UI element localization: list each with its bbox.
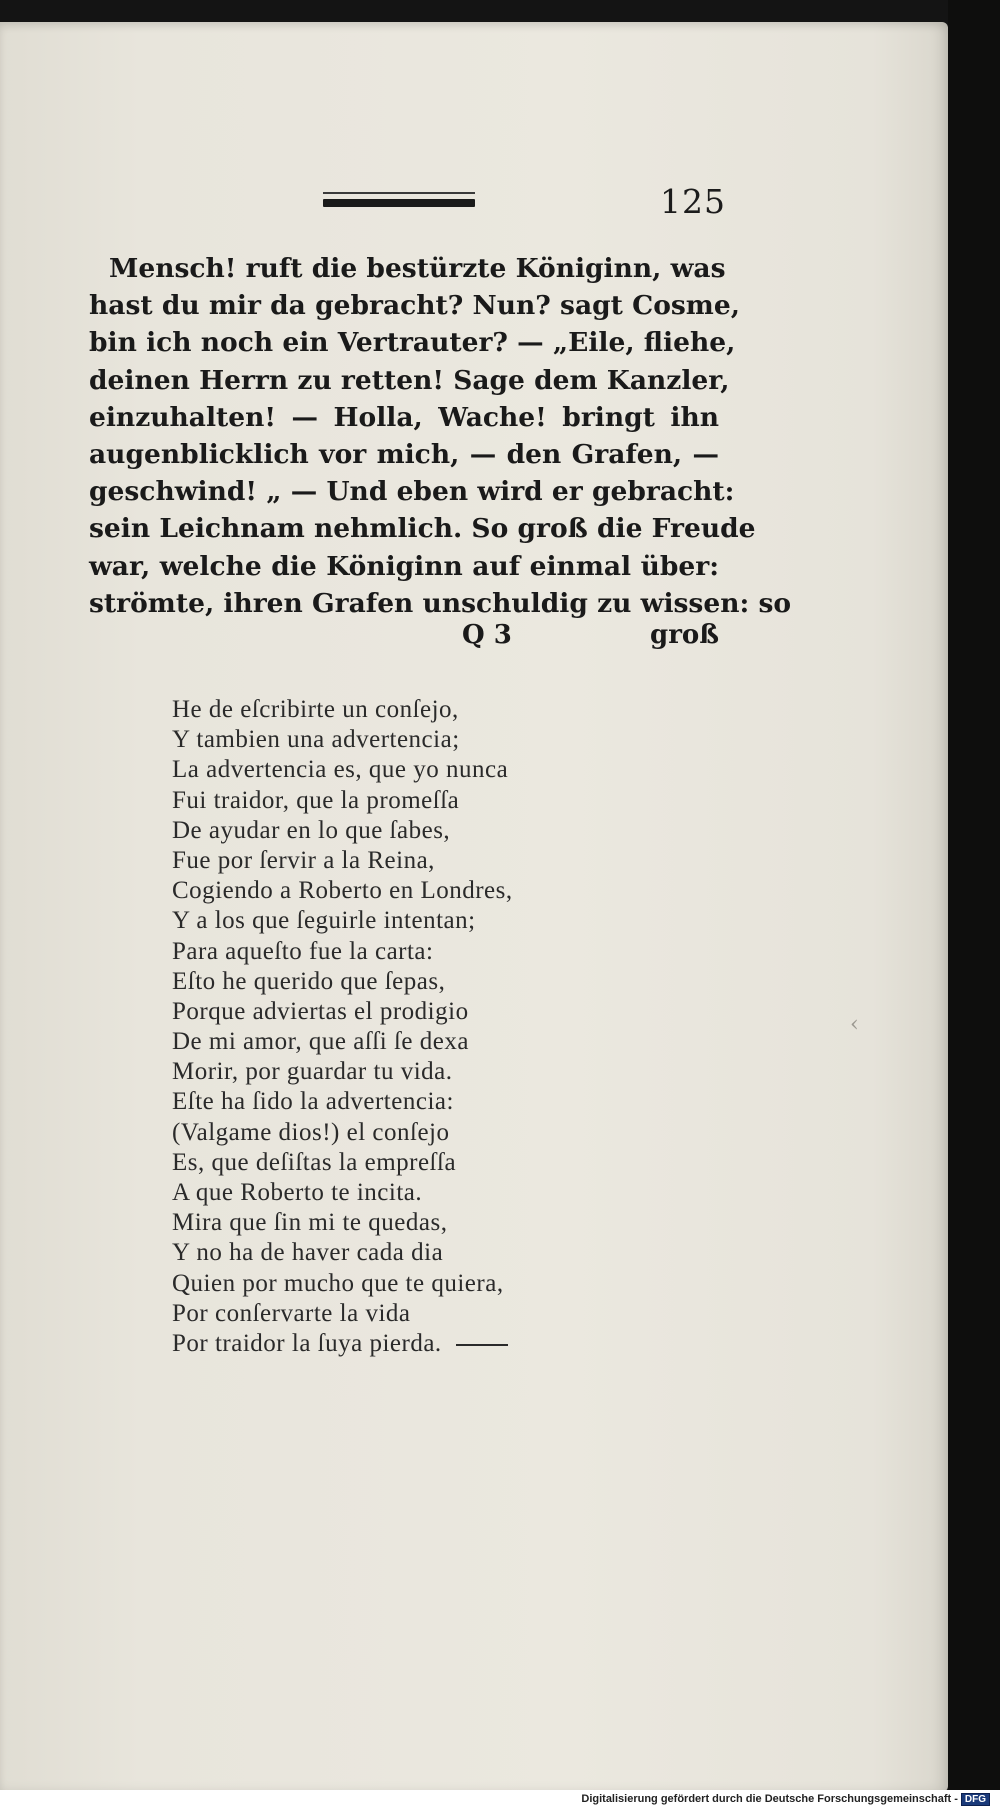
german-line: deinen Herrn zu retten! Sage dem Kanzler, (89, 364, 730, 396)
german-line: war, welche die Königinn auf einmal über: (89, 550, 719, 582)
verse-line: Por conſervarte la vida (172, 1299, 411, 1327)
verse-line: De mi amor, que aſſi ſe dexa (172, 1028, 469, 1056)
verse-line: Morir, por guardar tu vida. (172, 1058, 453, 1086)
verse-line: Quien por mucho que te quiera, (172, 1269, 504, 1297)
spanish-verse (172, 695, 732, 1359)
credit-text: Digitalisierung gefördert durch die Deutsche Forschungsgemeinschaft - (581, 1793, 958, 1805)
verse-line: Eſto he querido que ſepas, (172, 967, 446, 995)
verse-line: La advertencia es, que yo nunca (172, 756, 509, 784)
digitization-credit (581, 1793, 990, 1806)
verse-line: Fue por ſervir a la Reina, (172, 846, 435, 874)
verse-line: Mira que ſin mi te quedas, (172, 1209, 448, 1237)
german-line: geschwind! „ — Und eben wird er gebracht: (89, 476, 735, 508)
german-line: bin ich noch ein Vertrauter? — „Eile, fliehe, (89, 327, 736, 359)
verse-line-text: Por traidor la ſuya pierda. (172, 1329, 442, 1357)
closing-dash (456, 1344, 508, 1346)
german-line: strömte, ihren Grafen unschuldig zu wissen: so (89, 587, 792, 619)
verse-line-last (172, 1329, 732, 1359)
scan-right-border (948, 0, 1000, 1790)
german-line: hast du mir da gebracht? Nun? sagt Cosme, (89, 290, 740, 322)
signature-line (89, 620, 719, 660)
german-line: augenblicklich vor mich, — den Grafen, — (89, 438, 719, 470)
german-line: Mensch! ruft die bestürzte Königinn, was (109, 253, 726, 284)
verse-line: Y tambien una advertencia; (172, 726, 460, 754)
german-line: einzuhalten! — Holla, Wache! bringt ihn (89, 401, 719, 433)
verse-line: Es, que deſiſtas la empreſſa (172, 1148, 457, 1176)
verse-line: Y a los que ſeguirle intentan; (172, 907, 476, 935)
german-paragraph (89, 250, 792, 622)
verse-line: Cogiendo a Roberto en Londres, (172, 877, 513, 905)
printer-signature: Q 3 (462, 620, 512, 650)
verse-line: Y no ha de haver cada dia (172, 1239, 444, 1267)
verse-line: (Valgame dios!) el conſejo (172, 1118, 450, 1146)
verse-line: Para aqueſto fue la carta: (172, 937, 434, 965)
german-line: sein Leichnam nehmlich. So groß die Freude (89, 513, 756, 545)
verse-line: A que Roberto te incita. (172, 1179, 423, 1206)
margin-mark: ‹ (850, 1012, 859, 1037)
verse-line: Fui traidor, que la promeſſa (172, 786, 460, 814)
catchword: groß (650, 620, 719, 650)
dfg-logo: DFG (961, 1793, 990, 1806)
verse-line: De ayudar en lo que ſabes, (172, 816, 451, 844)
page-number: 125 (660, 182, 726, 221)
verse-line: Porque adviertas el prodigio (172, 997, 469, 1025)
header-rule (323, 199, 475, 207)
verse-line: Eſte ha ſido la advertencia: (172, 1088, 454, 1116)
verse-line: He de eſcribirte un conſejo, (172, 696, 459, 723)
header-rule-thin (323, 192, 475, 194)
